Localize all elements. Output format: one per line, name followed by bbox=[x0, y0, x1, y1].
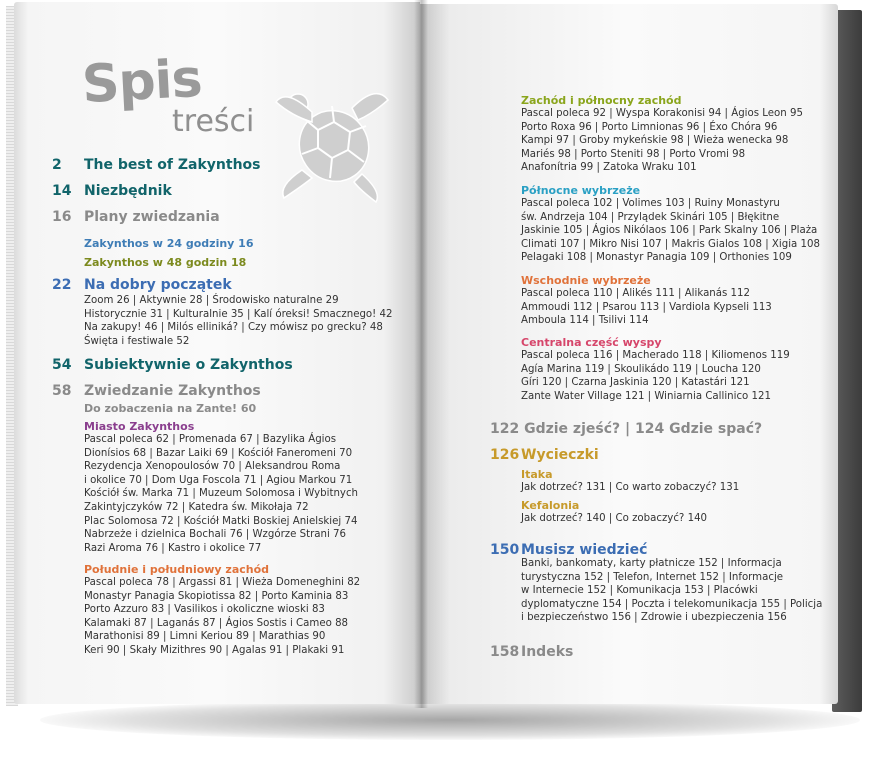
list-item[interactable]: Ammoudi 112 | Psarou 113 | Vardiola Kypseli 113 bbox=[521, 301, 772, 313]
toc-num-indeks: 158 bbox=[490, 644, 520, 660]
toc-title-subiektywnie[interactable]: Subiektywnie o Zakynthos bbox=[84, 357, 293, 373]
list-item[interactable]: Zakintyjczyków 72 | Katedra św. Mikołaja 72 bbox=[84, 501, 309, 513]
toc-entry-best-of[interactable]: 2 bbox=[52, 157, 62, 173]
section-head-polnocne[interactable]: Północne wybrzeże bbox=[521, 184, 641, 197]
toc-title-musisz[interactable]: Musisz wiedzieć bbox=[521, 542, 648, 558]
toc-itaka-line[interactable]: Jak dotrzeć? 131 | Co warto zobaczyć? 131 bbox=[521, 482, 740, 493]
toc-title-niezbednik[interactable]: Niezbędnik bbox=[84, 183, 172, 199]
toc-entry-gdzie[interactable]: 122 Gdzie zjeść? | 124 Gdzie spać? bbox=[490, 421, 763, 437]
toc-num-zwiedzanie: 58 bbox=[52, 383, 72, 399]
list-item[interactable]: Climati 107 | Mikro Nisi 107 | Makris Gialos 108 | Xigia 108 bbox=[521, 238, 820, 250]
list-item[interactable]: Porto Roxa 96 | Porto Limnionas 96 | Éxo Chóra 96 bbox=[521, 121, 778, 133]
turtle-icon bbox=[272, 82, 390, 204]
toc-title-wycieczki[interactable]: Wycieczki bbox=[521, 447, 599, 463]
list-item[interactable]: Mariés 98 | Porto Steniti 98 | Porto Vromi 98 bbox=[521, 148, 746, 160]
toc-poludnie-list bbox=[84, 576, 360, 658]
list-item[interactable]: Pascal poleca 78 | Argassi 81 | Wieża Domeneghini 82 bbox=[84, 577, 361, 588]
title-tresci: treści bbox=[172, 104, 255, 139]
toc-num-plany: 16 bbox=[52, 209, 72, 225]
toc-sub-zante[interactable]: Do zobaczenia na Zante! 60 bbox=[84, 402, 257, 415]
list-item[interactable]: Kościół św. Marka 71 | Muzeum Solomosa i Wybitnych bbox=[84, 488, 359, 500]
toc-centralna-list bbox=[521, 349, 790, 403]
list-item[interactable]: św. Andrzeja 104 | Przylądek Skinári 105 | Błękitne bbox=[521, 211, 780, 223]
toc-num-musisz: 150 bbox=[490, 542, 520, 558]
list-item[interactable]: Dionísios 68 | Bazar Laiki 69 | Kościół Faneromeni 70 bbox=[84, 447, 353, 459]
list-item[interactable]: Kampi 97 | Groby mykeńskie 98 | Wieża wenecka 98 bbox=[521, 135, 789, 147]
list-item[interactable]: turystyczna 152 | Telefon, Internet 152 | Informacje bbox=[521, 571, 784, 583]
list-item[interactable]: Razi Aroma 76 | Kastro i okolice 77 bbox=[84, 542, 262, 554]
toc-sub-24h[interactable]: Zakynthos w 24 godziny 16 bbox=[84, 237, 254, 250]
toc-title-plany[interactable]: Plany zwiedzania bbox=[84, 209, 220, 225]
list-item[interactable]: Historycznie 31 | Kulturalnie 35 | Kalí óreksi! Smacznego! 42 bbox=[84, 308, 393, 320]
list-item[interactable]: Zoom 26 | Aktywnie 28 | Środowisko naturalne 29 bbox=[84, 295, 339, 306]
toc-title-dobry[interactable]: Na dobry początek bbox=[84, 277, 232, 293]
list-item[interactable]: Pascal poleca 116 | Macherado 118 | Kiliomenos 119 bbox=[521, 350, 790, 361]
list-item[interactable]: Święta i festiwale 52 bbox=[84, 335, 190, 347]
list-item[interactable]: Porto Azzuro 83 | Vasilikos i okoliczne wioski 83 bbox=[84, 604, 325, 616]
list-item[interactable]: Amboula 114 | Tsilivi 114 bbox=[521, 315, 649, 327]
toc-polnocne-list bbox=[521, 197, 820, 265]
list-item[interactable]: Plac Solomosa 72 | Kościół Matki Boskiej Anielskiej 74 bbox=[84, 515, 358, 527]
toc-kefalonia-line[interactable]: Jak dotrzeć? 140 | Co zobaczyć? 140 bbox=[521, 513, 708, 524]
list-item[interactable]: Jaskinie 105 | Ágios Nikólaos 106 | Park Skalny 106 | Plaża bbox=[521, 225, 818, 237]
list-item[interactable]: Kalamaki 87 | Laganás 87 | Ágios Sostis i Cameo 88 bbox=[84, 617, 349, 629]
list-item[interactable]: Anafonítria 99 | Zatoka Wraku 101 bbox=[521, 162, 697, 174]
section-head-centralna[interactable]: Centralna część wyspy bbox=[521, 336, 662, 349]
toc-dobry-list bbox=[84, 294, 392, 348]
title-spis: Spis bbox=[80, 48, 203, 116]
list-item[interactable]: Keri 90 | Skały Mizithres 90 | Agalas 91 | Plakaki 91 bbox=[84, 644, 345, 656]
section-head-itaka[interactable]: Itaka bbox=[521, 468, 553, 481]
list-item[interactable]: dyplomatyczne 154 | Poczta i telekomunikacja 155 | Policja bbox=[521, 598, 823, 610]
toc-title-best-of[interactable]: The best of Zakynthos bbox=[84, 157, 261, 173]
list-item[interactable]: w Internecie 152 | Komunikacja 153 | Placówki bbox=[521, 585, 758, 597]
list-item[interactable]: Agía Marina 119 | Skoulikádo 119 | Loucha 120 bbox=[521, 363, 761, 375]
toc-num-subiektywnie: 54 bbox=[52, 357, 72, 373]
toc-num-wycieczki: 126 bbox=[490, 447, 520, 463]
toc-miasto-list bbox=[84, 433, 358, 555]
section-head-miasto[interactable]: Miasto Zakynthos bbox=[84, 420, 195, 433]
toc-num-dobry: 22 bbox=[52, 277, 72, 293]
list-item[interactable]: i bezpieczeństwo 156 | Zdrowie i ubezpieczenia 156 bbox=[521, 612, 787, 624]
list-item[interactable]: Rezydencja Xenopoulosów 70 | Aleksandrou Roma bbox=[84, 461, 341, 473]
list-item[interactable]: i okolice 70 | Dom Uga Foscola 71 | Agiou Markou 71 bbox=[84, 474, 353, 486]
section-head-zachod[interactable]: Zachód i północny zachód bbox=[521, 94, 682, 107]
toc-num-niezbednik: 14 bbox=[52, 183, 72, 199]
section-head-wschodnie[interactable]: Wschodnie wybrzeże bbox=[521, 274, 651, 287]
list-item[interactable]: Pascal poleca 102 | Volimes 103 | Ruiny Monastyru bbox=[521, 198, 780, 209]
list-item[interactable]: Pascal poleca 92 | Wyspa Korakonisi 94 | Ágios Leon 95 bbox=[521, 108, 803, 119]
list-item[interactable]: Pascal poleca 62 | Promenada 67 | Bazylika Ágios bbox=[84, 434, 337, 445]
toc-title-indeks[interactable]: Indeks bbox=[521, 644, 574, 660]
list-item[interactable]: Nabrzeże i dzielnica Bochali 76 | Wzgórze Strani 76 bbox=[84, 529, 347, 541]
list-item[interactable]: Pelagaki 108 | Monastyr Panagia 109 | Orthonies 109 bbox=[521, 252, 792, 264]
book-spine bbox=[414, 0, 428, 708]
list-item[interactable]: Gíri 120 | Czarna Jaskinia 120 | Katastári 121 bbox=[521, 377, 750, 389]
section-head-poludnie[interactable]: Południe i południowy zachód bbox=[84, 563, 270, 576]
toc-sub-48h[interactable]: Zakynthos w 48 godzin 18 bbox=[84, 256, 247, 269]
list-item[interactable]: Marathonisi 89 | Limni Keriou 89 | Marathias 90 bbox=[84, 631, 326, 643]
list-item[interactable]: Pascal poleca 110 | Alikés 111 | Alikanás 112 bbox=[521, 288, 750, 299]
list-item[interactable]: Na zakupy! 46 | Milós elliniká? | Czy mówisz po grecku? 48 bbox=[84, 322, 383, 334]
list-item[interactable]: Banki, bankomaty, karty płatnicze 152 | Informacja bbox=[521, 558, 782, 569]
toc-title-zwiedzanie[interactable]: Zwiedzanie Zakynthos bbox=[84, 383, 261, 399]
toc-musisz-list bbox=[521, 557, 822, 625]
list-item[interactable]: Monastyr Panagia Skopiotissa 82 | Porto Kaminia 83 bbox=[84, 590, 349, 602]
section-head-kefalonia[interactable]: Kefalonia bbox=[521, 499, 580, 512]
toc-wschodnie-list bbox=[521, 287, 772, 328]
list-item[interactable]: Zante Water Village 121 | Winiarnia Callinico 121 bbox=[521, 390, 771, 402]
toc-zachod-list bbox=[521, 107, 803, 175]
book-shadow bbox=[40, 700, 860, 740]
